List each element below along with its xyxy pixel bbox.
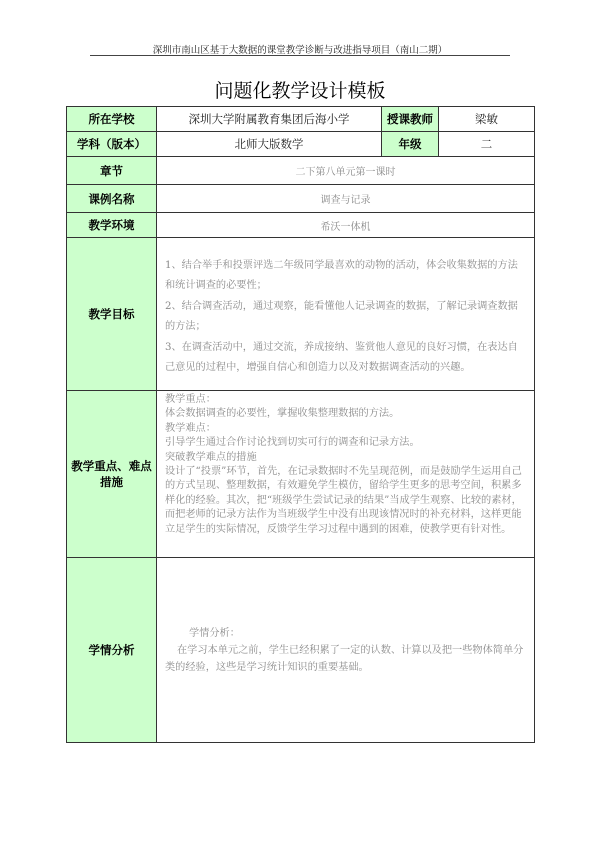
row-chapter bbox=[67, 157, 535, 185]
subject-label: 学科（版本） bbox=[67, 132, 157, 157]
row-environment bbox=[67, 213, 535, 238]
goals-label: 教学目标 bbox=[67, 238, 157, 391]
row-goals bbox=[67, 238, 535, 391]
grade-value: 二 bbox=[439, 132, 535, 157]
keypoints-label-line1: 教学重点、难点 bbox=[71, 459, 152, 473]
page-title: 问题化教学设计模板 bbox=[214, 80, 386, 102]
goals-content bbox=[157, 238, 535, 391]
chapter-label: 章节 bbox=[67, 157, 157, 185]
template-table bbox=[66, 106, 535, 743]
keypoints-content bbox=[157, 391, 535, 558]
page-header: 深圳市南山区基于大数据的课堂教学诊断与改进指导项目（南山二期） bbox=[152, 45, 448, 56]
environment-value: 希沃一体机 bbox=[157, 213, 535, 238]
keypoints-line: 设计了“投票”环节，首先，在记录数据时不先呈现范例，而是鼓励学生运用自己的方式呈现、整理数据，有效避免学生模仿，留给学生更多的思考空间，积累多样化的经验。其次，把“班级学生尝试记录的结果”当成学生观察、比较的素材，而把老师的记录方法作为当班级学生中没有出现该情况时的补充材料，这样更能立足学生的实际情况，反馈学生学习过程中遇到的困难，使教学更有针对性。 bbox=[165, 466, 522, 535]
row-school bbox=[67, 107, 535, 132]
keypoints-label bbox=[67, 391, 157, 558]
keypoints-label-line2: 措施 bbox=[100, 475, 123, 489]
analysis-line: 学情分析： bbox=[189, 627, 240, 639]
row-lesson bbox=[67, 185, 535, 213]
analysis-label: 学情分析 bbox=[67, 558, 157, 743]
goal-item: 2、结合调查活动，通过观察，能看懂他人记录调查的数据，了解记录调查数据的方法； bbox=[165, 300, 518, 332]
lesson-value: 调查与记录 bbox=[157, 185, 535, 213]
analysis-line: 在学习本单元之前，学生已经积累了一定的认数、计算以及把一些物体简单分类的经验，这些是学习统计知识的重要基础。 bbox=[165, 644, 524, 673]
keypoints-line: 体会数据调查的必要性，掌握收集整理数据的方法。 bbox=[165, 408, 400, 420]
analysis-content bbox=[157, 558, 535, 743]
lesson-label: 课例名称 bbox=[67, 185, 157, 213]
row-keypoints bbox=[67, 391, 535, 558]
keypoints-line: 突破教学难点的措施 bbox=[165, 451, 257, 463]
school-label: 所在学校 bbox=[67, 107, 157, 132]
goal-item: 3、在调查活动中，通过交流，养成接纳、鉴赏他人意见的良好习惯，在表达自己意见的过程中，增强自信心和创造力以及对数据调查活动的兴趣。 bbox=[165, 341, 518, 373]
school-value: 深圳大学附属教育集团后海小学 bbox=[157, 107, 382, 132]
keypoints-line: 教学难点： bbox=[165, 422, 216, 434]
row-analysis bbox=[67, 558, 535, 743]
teacher-label: 授课教师 bbox=[382, 107, 439, 132]
header-rule bbox=[90, 55, 510, 56]
keypoints-line: 引导学生通过合作讨论找到切实可行的调查和记录方法。 bbox=[165, 437, 420, 449]
teacher-value: 梁敏 bbox=[439, 107, 535, 132]
environment-label: 教学环境 bbox=[67, 213, 157, 238]
subject-value: 北师大版数学 bbox=[157, 132, 382, 157]
goal-item: 1、结合举手和投票评选二年级同学最喜欢的动物的活动，体会收集数据的方法和统计调查的必要性； bbox=[165, 259, 518, 291]
row-subject bbox=[67, 132, 535, 157]
chapter-value: 二下第八单元第一课时 bbox=[157, 157, 535, 185]
keypoints-line: 教学重点： bbox=[165, 394, 216, 405]
grade-label: 年级 bbox=[382, 132, 439, 157]
